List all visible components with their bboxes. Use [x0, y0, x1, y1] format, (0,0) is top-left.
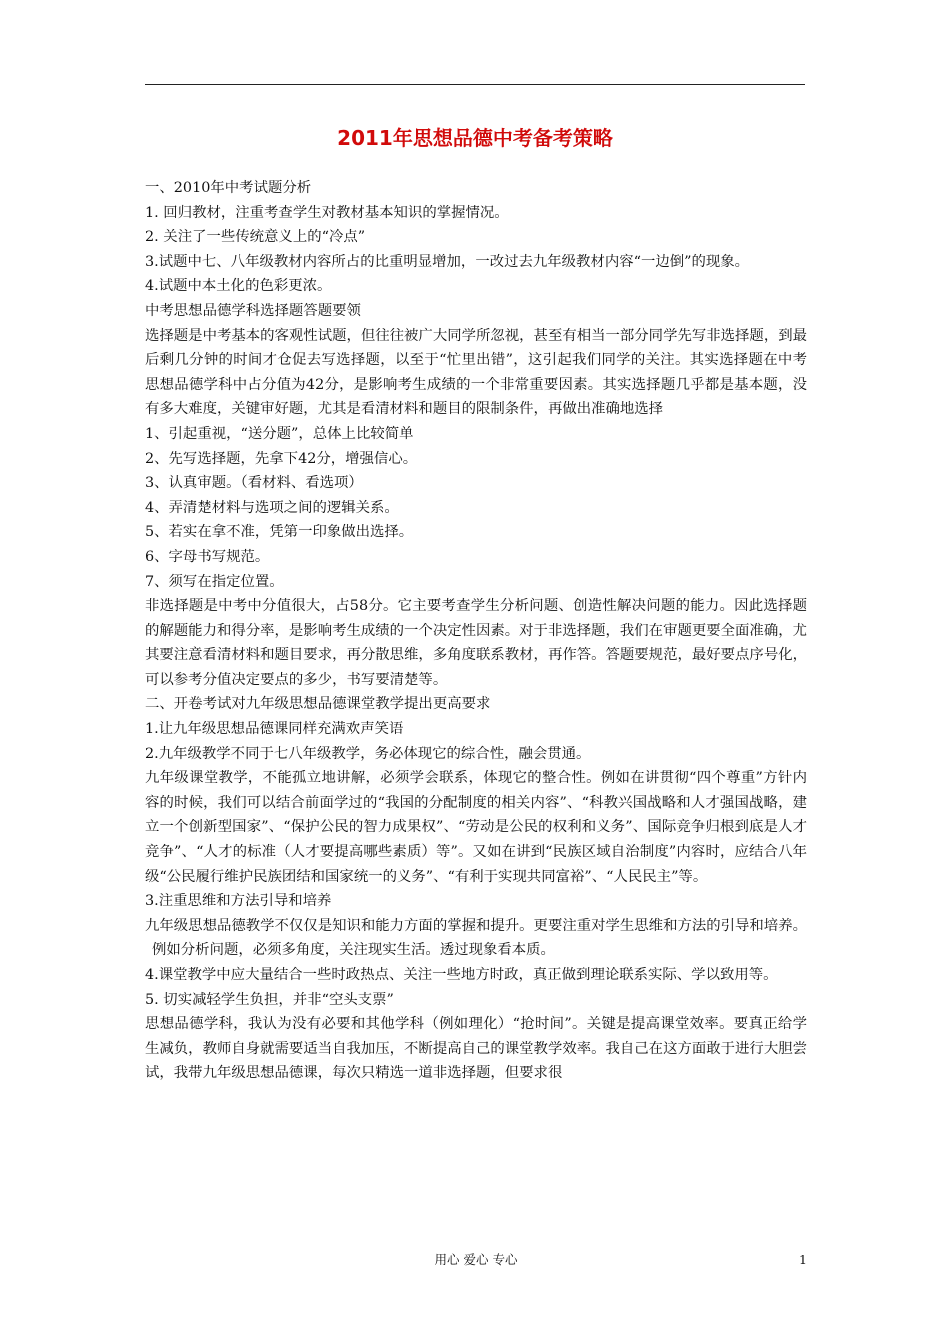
list-item: 5. 切实减轻学生负担，并非“空头支票”	[145, 991, 394, 1008]
footer-motto: 用心 爱心 专心	[434, 1252, 518, 1267]
list-item: 2.九年级教学不同于七八年级教学，务必体现它的综合性，融会贯通。	[145, 745, 591, 762]
list-item: 5、若实在拿不准，凭第一印象做出选择。	[145, 524, 414, 541]
paragraph: 思想品德学科，我认为没有必要和其他学科（例如理化）“抢时间”。关键是提高课堂效率。要真正给学生减负，教师自身就需要适当自我加压，不断提高自己的课堂教学效率。我自己在这方面敢于进行大胆尝试，我带九年级思想品德课，每次只精选一道非选择题，但要求很	[145, 1016, 807, 1082]
paragraph: 九年级课堂教学，不能孤立地讲解，必须学会联系，体现它的整合性。例如在讲贯彻“四个尊重”方针内容的时候，我们可以结合前面学过的“我国的分配制度的相关内容”、“科教兴国战略和人才强国战略，建立一个创新型国家”、“保护公民的智力成果权”、“劳动是公民的权利和义务”、国际竞争归根到底是人才竞争”、“人才的标准（人才要提高哪些素质）等”。又如在讲到“民族区域自治制度”内容时，应结合八年级“公民履行维护民族团结和国家统一的义务”、“有利于实现共同富裕”、“人民民主”等。	[145, 770, 807, 885]
list-item: 6、字母书写规范。	[145, 548, 270, 565]
paragraph: 非选择题是中考中分值很大，占58分。它主要考查学生分析问题、创造性解决问题的能力。因此选择题的解题能力和得分率，是影响考生成绩的一个决定性因素。对于非选择题，我们在审题更要全面准确，尤其要注意看清材料和题目要求，再分散思维，多角度联系教材，再作答。答题要规范，最好要点序号化，可以参考分值决定要点的多少，书写要清楚等。	[145, 598, 807, 688]
list-item: 4.试题中本土化的色彩更浓。	[145, 278, 332, 295]
list-item: 3.注重思维和方法引导和培养	[145, 893, 332, 910]
paragraph: 例如分析问题，必须多角度，关注现实生活。透过现象看本质。	[152, 942, 555, 959]
list-item: 1. 回归教材，注重考查学生对教材基本知识的掌握情况。	[145, 204, 509, 221]
list-item: 4、弄清楚材料与选项之间的逻辑关系。	[145, 499, 399, 516]
document-body	[145, 176, 807, 1086]
subsection-heading: 中考思想品德学科选择题答题要领	[145, 302, 361, 319]
section-heading: 二、开卷考试对九年级思想品德课堂教学提出更高要求	[145, 696, 491, 713]
section-heading: 一、2010年中考试题分析	[145, 180, 312, 196]
list-item: 2、先写选择题，先拿下42分，增强信心。	[145, 450, 418, 467]
page-number: 1	[799, 1252, 807, 1267]
paragraph: 选择题是中考基本的客观性试题，但往往被广大同学所忽视，甚至有相当一部分同学先写非选择题，到最后剩几分钟的时间才仓促去写选择题，以至于“忙里出错”，这引起我们同学的关注。其实选择题在中考思想品德学科中占分值为42分，是影响考生成绩的一个非常重要因素。其实选择题几乎都是基本题，没有多大难度，关键审好题，尤其是看清材料和题目的限制条件，再做出准确地选择	[145, 327, 807, 418]
list-item: 1.让九年级思想品德课同样充满欢声笑语	[145, 721, 404, 738]
list-item: 3、认真审题。（看材料、看选项）	[145, 475, 363, 492]
list-item: 7、须写在指定位置。	[145, 573, 284, 590]
list-item: 2. 关注了一些传统意义上的“冷点”	[145, 229, 366, 246]
list-item: 4.课堂教学中应大量结合一些时政热点、关注一些地方时政，真正做到理论联系实际、学以致用等。	[145, 967, 778, 983]
header-rule	[145, 84, 805, 85]
list-item: 1、引起重视，“送分题”，总体上比较简单	[145, 425, 414, 442]
paragraph: 九年级思想品德教学不仅仅是知识和能力方面的掌握和提升。更要注重对学生思维和方法的引导和培养。	[145, 917, 807, 934]
page-footer	[145, 1249, 807, 1271]
list-item: 3.试题中七、八年级教材内容所占的比重明显增加，一改过去九年级教材内容“一边倒”的现象。	[145, 253, 750, 270]
document-title: 2011年思想品德中考备考策略	[337, 126, 613, 150]
